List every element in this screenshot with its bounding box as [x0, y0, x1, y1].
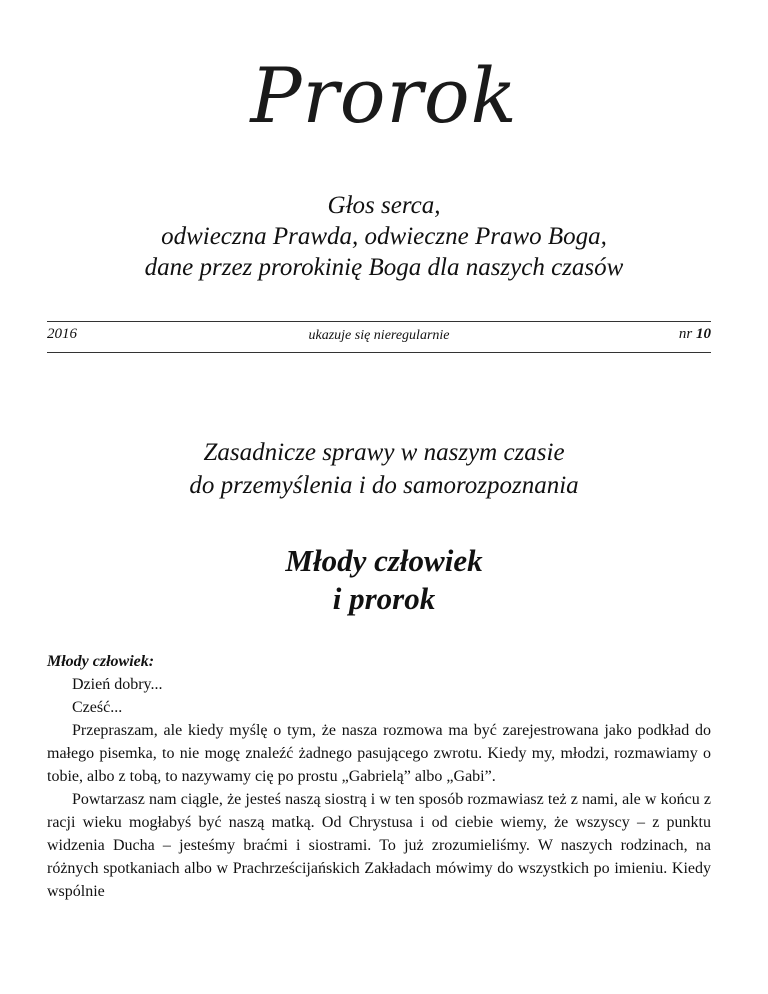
subtitle-line: do przemyślenia i do samorozpoznania — [189, 472, 579, 499]
tagline-line: Głos serca, — [327, 192, 441, 219]
issue-top-divider — [47, 321, 711, 322]
issue-number-prefix: nr — [678, 326, 696, 342]
issue-frequency: ukazuje się nieregularnie — [308, 328, 450, 343]
body-paragraph: Powtarzasz nam ciągle, że jesteś naszą siostrą i w ten sposób rozmawiasz też z nami, ale w końcu z racji wieku mogłabyś być naszą matką. Od Chrystusa i od ciebie wiemy, że wszyscy – z punktu widzenia Ducha – jesteśmy braćmi i siostrami. To już zrozumieliśmy. W naszych rodzinach, na różnych spotkaniach albo w Prachrześcijańskich Zakładach mówimy do wszystkich po imieniu. Kiedy wspólnie — [47, 791, 711, 900]
article-title-line: Młody człowiek — [285, 543, 483, 578]
issue-number-value: 10 — [696, 326, 711, 342]
masthead-tagline — [0, 190, 768, 283]
speaker-label: Młody człowiek: — [47, 653, 155, 670]
article-title — [0, 542, 768, 618]
body-paragraph: Cześć... — [72, 699, 123, 716]
tagline-line: dane przez prorokinię Boga dla naszych czasów — [144, 254, 624, 281]
section-subtitle — [0, 436, 768, 502]
tagline-line: odwieczna Prawda, odwieczne Prawo Boga, — [161, 223, 607, 250]
issue-bar — [47, 326, 711, 348]
masthead-title: Prorok — [250, 51, 518, 140]
body-paragraph: Przepraszam, ale kiedy myślę o tym, że nasza rozmowa ma być zarejestrowana jako podkład do małego pisemka, to nie mogę znaleźć żadnego pasującego zwrotu. Kiedy my, młodzi, rozmawiamy o tobie, albo z tobą, to nazywamy cię po prostu „Gabrielą” albo „Gabi”. — [47, 722, 711, 785]
issue-year: 2016 — [47, 326, 77, 342]
issue-number — [679, 326, 711, 343]
article-title-line: i prorok — [332, 581, 436, 616]
body-paragraph: Dzień dobry... — [72, 676, 163, 693]
subtitle-line: Zasadnicze sprawy w naszym czasie — [203, 439, 565, 466]
article-body — [47, 650, 711, 903]
issue-bottom-divider — [47, 352, 711, 353]
